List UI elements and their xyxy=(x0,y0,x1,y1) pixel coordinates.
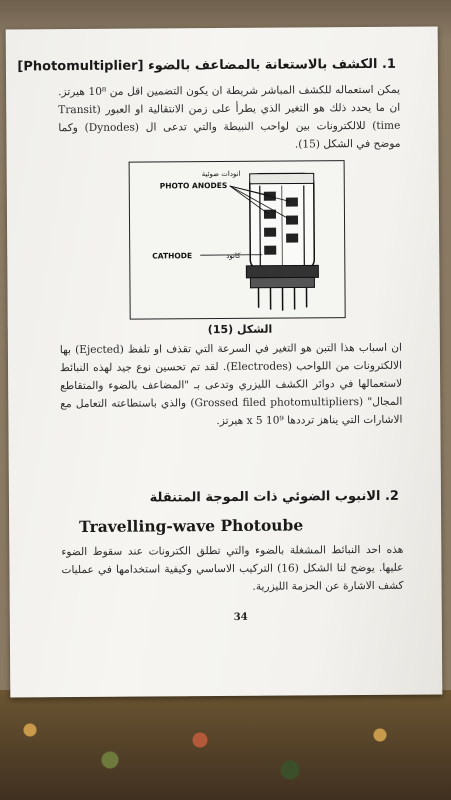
photomultiplier-figure xyxy=(129,160,346,320)
section-1-paragraph-2: ان اسباب هذا التبن هو التغير في السرعة التي تقذف او تلفظ (Ejected) بها الالكترونات من اللواحب (Electrodes). لقد تم تحسين نوع جيد لهذه النبائط لاستعمالها في دوائر الكشف الليزري وتدعى بـ "المضاعف بالضوء والمتقاطع المجال" (Grossed filed photomultipliers) والذي باستطاعته التعامل مع الاشارات التي يناهز ترددها 10⁹ x 5 هيرتز. xyxy=(59,341,403,428)
cathode-label: CATHODE xyxy=(152,251,193,261)
cathode-arabic-label: كاثود xyxy=(226,251,241,260)
section-1-heading: 1. الكشف بالاستعانة بالمضاعف بالضوء [Photomultiplier] xyxy=(17,56,396,75)
page-number: 34 xyxy=(233,611,248,623)
carpet-background xyxy=(0,690,451,800)
section-2-english-title: Travelling-wave Photoube xyxy=(79,515,304,537)
book-page xyxy=(6,27,443,698)
photo-anodes-arabic-label: انودات ضوئية xyxy=(201,169,241,179)
photomultiplier-diagram xyxy=(130,161,345,318)
figure-caption: الشكل (15) xyxy=(207,322,273,337)
section-1-paragraph-1: يمكن استعماله للكشف المباشر شريطة ان يكون التضمين اقل من 10⁸ هيرتز. ان ما يحدد ذلك هو التغير الذي يطرأ على زمن الانتقالية او العبور (Transit time) للالكترونات بين لواحب النبيطة والتي تدعى ال (Dynodes) وكما موضح في الشكل (15). xyxy=(58,83,401,151)
photo-anodes-label: PHOTO ANODES xyxy=(159,180,228,191)
section-2-paragraph: هذه احد النبائط المشغلة بالضوء والتي تطلق الكترونات عند سقوط الضوء عليها. يوضح لنا الشكل (16) التركيب الاساسي وكيفية استخدامها في عمليات كشف الاشارة عن الحزمة الليزرية. xyxy=(61,543,404,593)
section-2-heading: 2. الانبوب الضوئي ذات الموجة المتنقلة xyxy=(149,488,399,506)
